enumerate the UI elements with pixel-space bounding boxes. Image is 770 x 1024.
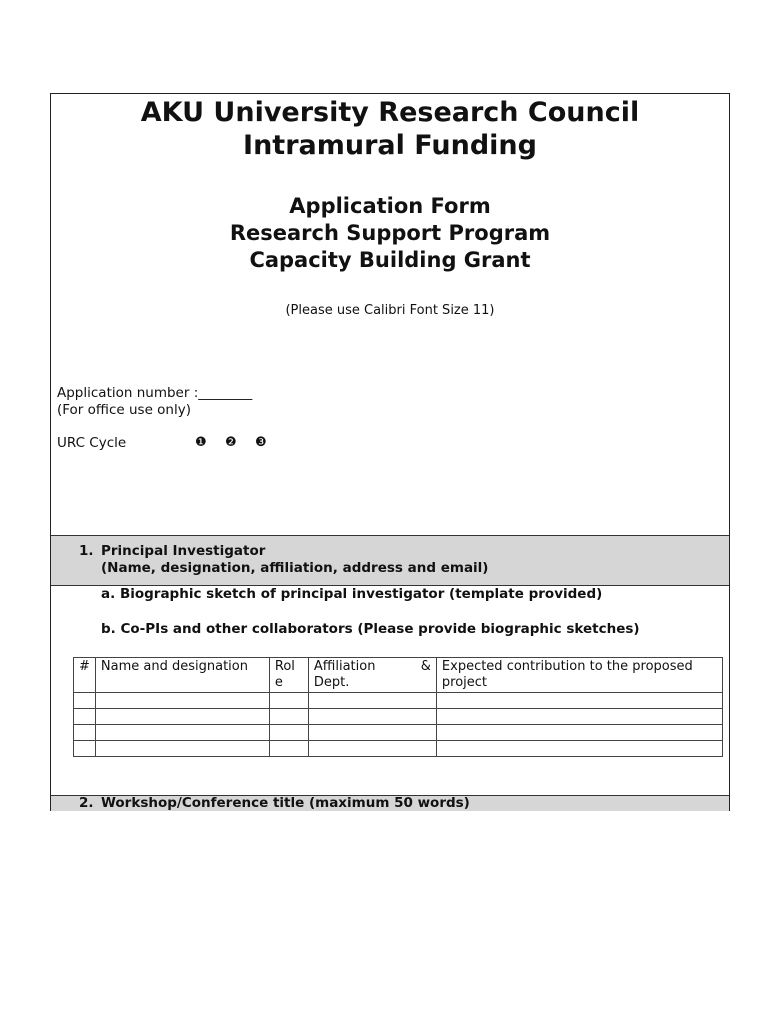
form-title: Application Form [289,194,491,218]
table-row [74,741,723,757]
section-1-number: 1. [79,543,94,559]
table-cell[interactable] [269,709,308,725]
table-header-row [74,658,723,693]
table-cell[interactable] [95,693,269,709]
cycle-option-2[interactable]: ❷ [225,435,237,450]
section-2-header [51,795,729,811]
form-frame [50,93,730,811]
table-cell[interactable] [269,741,308,757]
urc-cycle-label: URC Cycle [57,435,127,451]
font-note: (Please use Calibri Font Size 11) [285,303,495,318]
section-2-title: Workshop/Conference title (maximum 50 words) [101,795,470,811]
table-cell[interactable] [436,725,722,741]
col-number-header: # [74,658,96,693]
collaborators-table [73,657,723,757]
table-cell[interactable] [95,709,269,725]
col-affiliation-header: Affiliation & Dept. [308,658,436,693]
program-title: Research Support Program [229,221,551,245]
table-cell[interactable] [269,725,308,741]
table-cell[interactable] [95,741,269,757]
item-b-collaborators: b. Co-PIs and other collaborators (Please provide biographic sketches) [101,621,640,637]
section-1-subtitle: (Name, designation, affiliation, address and email) [101,560,489,576]
application-number-label: Application number :________ [57,385,253,401]
funding-title: Intramural Funding [243,130,537,161]
section-1-header [51,535,729,586]
table-cell[interactable] [308,693,436,709]
col-name-header: Name and designation [95,658,269,693]
table-cell[interactable] [436,693,722,709]
table-row [74,693,723,709]
table-cell[interactable] [436,741,722,757]
cycle-option-1[interactable]: ❶ [195,435,207,450]
table-cell[interactable] [95,725,269,741]
table-row [74,709,723,725]
table-cell[interactable] [74,693,96,709]
table-row [74,725,723,741]
section-1-title: Principal Investigator [101,543,266,559]
office-use-note: (For office use only) [57,402,191,418]
item-a-biosketch: a. Biographic sketch of principal investigator (template provided) [101,586,603,602]
cycle-option-3[interactable]: ❸ [255,435,267,450]
council-title: AKU University Research Council [140,97,640,128]
table-cell[interactable] [269,693,308,709]
table-cell[interactable] [308,741,436,757]
col-contribution-header: Expected contribution to the proposed project [436,658,722,693]
table-cell[interactable] [74,709,96,725]
grant-title: Capacity Building Grant [249,248,531,272]
table-cell[interactable] [308,725,436,741]
table-cell[interactable] [308,709,436,725]
section-2-number: 2. [79,795,94,811]
table-cell[interactable] [74,741,96,757]
table-cell[interactable] [74,725,96,741]
col-role-header: Rol e [269,658,308,693]
table-cell[interactable] [436,709,722,725]
